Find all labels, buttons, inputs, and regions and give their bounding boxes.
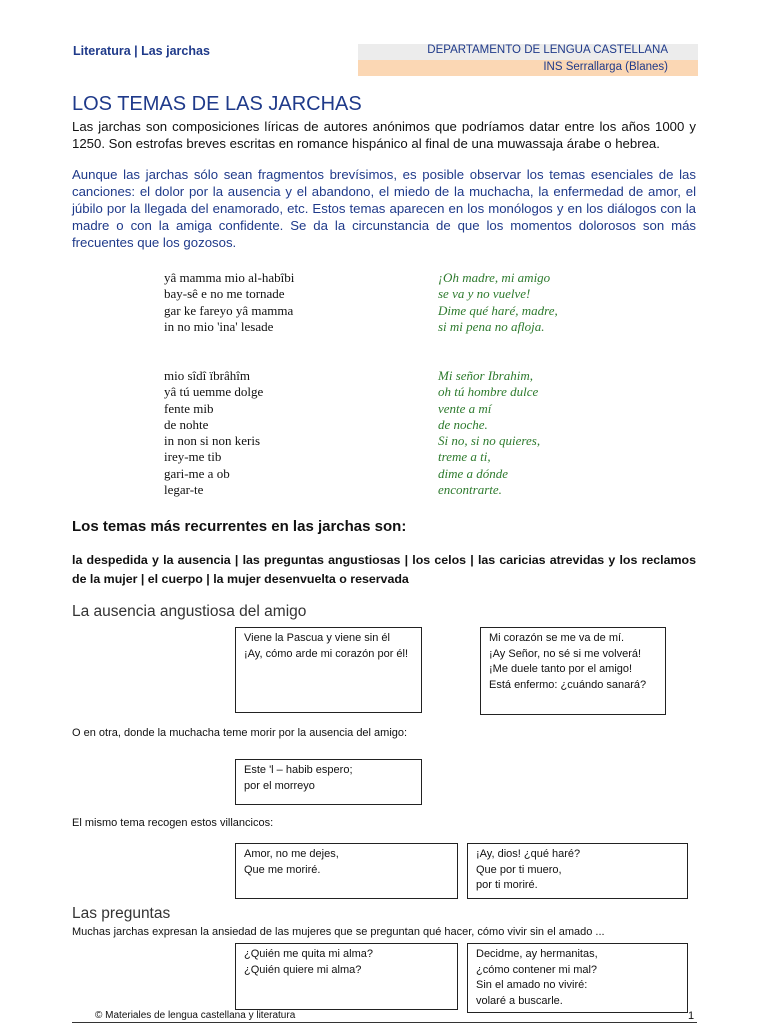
box-line: ¿cómo contener mi mal? [476, 963, 598, 976]
box-line: por ti moriré. [476, 879, 538, 891]
poem-line: treme a ti, [438, 449, 491, 465]
themes-paragraph: Aunque las jarchas sólo sean fragmentos brevísimos, es posible observar los temas esenciales de las canciones: el dolor por la ausencia y el abandono, el miedo de la muchacha, la enfermedad de amor, el júbilo por la llegada del enamorado, etc. Estos temas aparecen en los monólogos y en los diálogos con la madre o con la amiga confidente. Se da la circunstancia de que los momentos dolorosos son más frecuentes que los gozosos. [72, 167, 696, 250]
poem-line: legar-te [164, 482, 204, 498]
page-number: 1 [688, 1010, 695, 1022]
box-line: ¿Quién me quita mi alma? [244, 948, 373, 960]
box-line: Mi corazón se me va de mí. [489, 632, 625, 644]
poem-line: Mi señor Ibrahim, [438, 368, 533, 383]
poem-line: Si no, si no quieres, [438, 433, 541, 449]
poem-line: yâ tú uemme dolge [164, 384, 264, 400]
page-title: LOS TEMAS DE LAS JARCHAS [72, 93, 362, 115]
box-line: Amor, no me dejes, [244, 848, 339, 860]
jarcha-box-corazon [480, 627, 666, 715]
box-line: ¡Ay, dios! ¿qué haré? [476, 848, 581, 860]
poem2-translation [438, 368, 540, 498]
section-heading-questions: Las preguntas [72, 905, 171, 922]
header-section-title: Literatura | Las jarchas [73, 44, 210, 58]
box-line: Que me moriré. [244, 863, 321, 876]
poem-line: bay-sê e no me tornade [164, 286, 285, 302]
poem-line: gari-me a ob [164, 465, 230, 481]
poem-line: fente mib [164, 400, 214, 416]
header-department: DEPARTAMENTO DE LENGUA CASTELLANA [427, 44, 668, 56]
jarcha-box-alma [235, 943, 458, 1010]
poem-line: gar ke fareyo yâ mamma [164, 302, 294, 318]
poem-line: dime a dónde [438, 465, 509, 481]
note-villancicos: El mismo tema recogen estos villancicos: [72, 817, 274, 829]
themes-list: la despedida y la ausencia | las preguntas angustiosas | los celos | las caricias atrevidas y los reclamos de la mujer | el cuerpo | la mujer desenvuelta o reservada [72, 553, 696, 586]
poem-line: in non si non keris [164, 433, 261, 449]
note-questions: Muchas jarchas expresan la ansiedad de las mujeres que se preguntan qué hacer, cómo vivir sin el amado ... [72, 926, 605, 938]
poem-line: in no mio 'ina' lesade [164, 318, 274, 334]
box-line: por el morreyo [244, 779, 315, 792]
poem2-original [164, 368, 263, 498]
section-heading-absence: La ausencia angustiosa del amigo [72, 603, 307, 620]
poem-line: vente a mí [438, 400, 492, 416]
box-line: Este 'l – habib espero; [244, 764, 353, 776]
villancico-box-amor [235, 843, 458, 899]
poem1-translation [438, 270, 558, 335]
jarcha-box-hermanitas [467, 943, 688, 1013]
box-line: ¡Ay Señor, no sé si me volverá! [489, 647, 642, 660]
box-line: Decidme, ay hermanitas, [476, 948, 598, 960]
box-line: Viene la Pascua y viene sin él [244, 632, 390, 644]
poem-line: yâ mamma mio al-habîbi [164, 270, 295, 285]
box-line: Que por ti muero, [476, 863, 562, 876]
box-line: Sin el amado no viviré: [476, 979, 588, 991]
intro-paragraph: Las jarchas son composiciones líricas de autores anónimos que podríamos datar entre los años 1000 y 1250. Son estrofas breves escritas en romance hispánico al final de una muwassaja árabe o hebrea. [72, 119, 696, 151]
poem-line: irey-me tib [164, 449, 222, 465]
poem-line: Dime qué haré, madre, [438, 302, 558, 318]
footer-copyright: © Materiales de lengua castellana y literatura [95, 1010, 296, 1021]
subtitle-recurring-themes: Los temas más recurrentes en las jarchas son: [72, 518, 407, 535]
poem-line: de noche. [438, 416, 488, 432]
box-line: ¡Ay, cómo arde mi corazón por él! [244, 647, 409, 660]
poem-line: se va y no vuelve! [438, 286, 531, 302]
jarcha-box-pascua [235, 627, 422, 713]
box-line: Está enfermo: ¿cuándo sanará? [489, 678, 647, 691]
footer-divider [72, 1022, 697, 1023]
poem-line: oh tú hombre dulce [438, 384, 539, 400]
box-line: volaré a buscarle. [476, 994, 563, 1007]
box-line: ¿Quién quiere mi alma? [244, 963, 362, 976]
header-school: INS Serrallarga (Blanes) [543, 61, 668, 73]
poem-line: si mi pena no afloja. [438, 318, 545, 334]
poem-line: de nohte [164, 416, 209, 432]
poem1-original [164, 270, 294, 335]
villancico-box-ay-dios [467, 843, 688, 899]
poem-line: mio sîdî ïbrâhîm [164, 368, 250, 383]
poem-line: ¡Oh madre, mi amigo [438, 270, 551, 285]
note-other-jarcha: O en otra, donde la muchacha teme morir por la ausencia del amigo: [72, 727, 408, 739]
poem-line: encontrarte. [438, 482, 502, 498]
jarcha-box-habib [235, 759, 422, 805]
box-line: ¡Me duele tanto por el amigo! [489, 663, 633, 675]
